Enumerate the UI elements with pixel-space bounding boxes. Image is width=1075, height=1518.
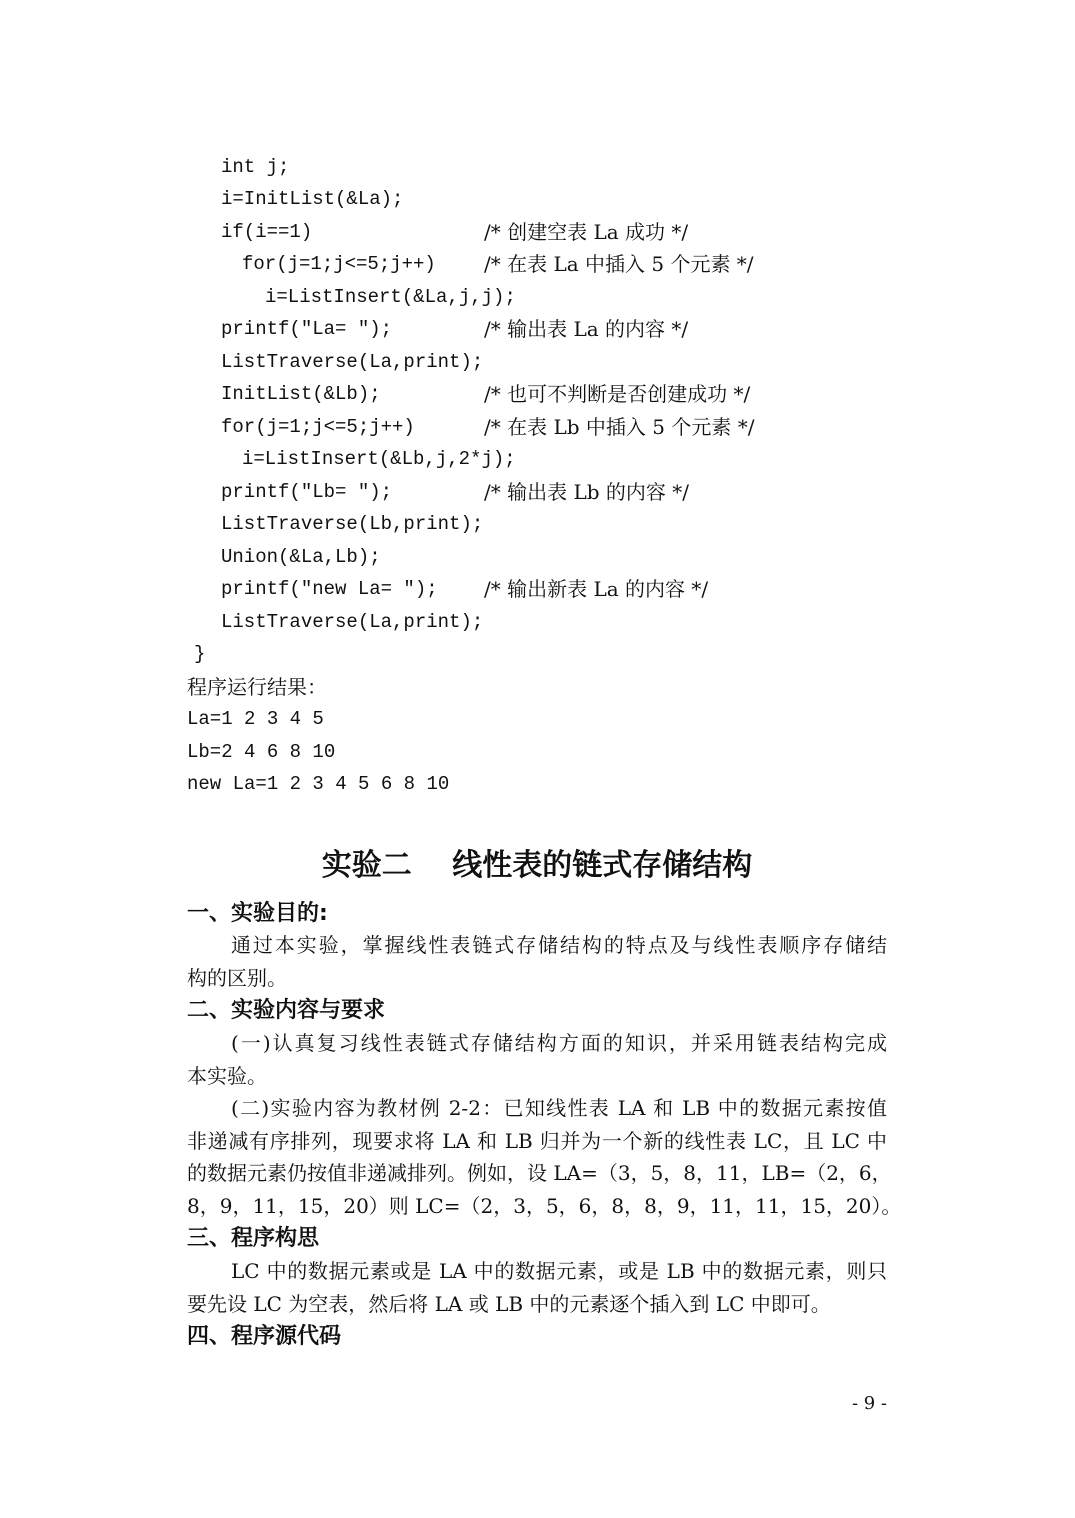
code-line: int j; bbox=[221, 156, 290, 178]
code-comment: /* 输出表 La 的内容 */ bbox=[484, 317, 689, 341]
code-line: ListTraverse(La,print); bbox=[221, 351, 484, 373]
code-line: if(i==1) bbox=[221, 221, 313, 243]
code-line: i=ListInsert(&Lb,j,2*j); bbox=[242, 448, 516, 470]
section-heading: 四、程序源代码 bbox=[187, 1324, 342, 1349]
code-line: printf("La= "); bbox=[221, 318, 393, 340]
paragraph-line: (一)认真复习线性表链式存储结构方面的知识，并采用链表结构完成 bbox=[231, 1031, 887, 1055]
code-line: for(j=1;j<=5;j++) bbox=[221, 416, 415, 438]
code-comment: /* 输出新表 La 的内容 */ bbox=[484, 577, 709, 601]
paragraph-line: 8，9，11，15，20）则 LC=（2，3，5，6，8，8，9，11，11，15，20）。 bbox=[187, 1193, 902, 1218]
section-heading: 二、实验内容与要求 bbox=[187, 998, 386, 1023]
code-comment: /* 也可不判断是否创建成功 */ bbox=[484, 382, 751, 406]
paragraph bbox=[187, 1255, 887, 1320]
result-line: La=1 2 3 4 5 bbox=[187, 708, 324, 730]
section-heading: 一、实验目的: bbox=[187, 901, 328, 926]
code-line: ListTraverse(La,print); bbox=[221, 611, 484, 633]
code-line: printf("Lb= "); bbox=[221, 481, 393, 503]
code-line: for(j=1;j<=5;j++) bbox=[242, 253, 436, 275]
result-line: new La=1 2 3 4 5 6 8 10 bbox=[187, 773, 450, 795]
result-label: 程序运行结果： bbox=[187, 675, 327, 699]
page-number: - 9 - bbox=[851, 1393, 887, 1414]
result-line: Lb=2 4 6 8 10 bbox=[187, 741, 336, 763]
code-line: Union(&La,Lb); bbox=[221, 546, 381, 568]
section-heading: 三、程序构思 bbox=[187, 1226, 320, 1251]
paragraph-line: 构的区别。 bbox=[187, 965, 287, 990]
code-line: printf("new La= "); bbox=[221, 578, 438, 600]
chapter-title: 实验二 线性表的链式存储结构 bbox=[321, 848, 753, 883]
paragraph bbox=[187, 1092, 902, 1222]
paragraph-line: 的数据元素仍按值非递减排列。例如，设 LA=（3，5，8，11，LB=（2，6， bbox=[187, 1161, 892, 1185]
code-comment: /* 输出表 Lb 的内容 */ bbox=[484, 480, 689, 504]
code-comment: /* 创建空表 La 成功 */ bbox=[484, 220, 689, 244]
paragraph-line: 要先设 LC 为空表，然后将 LA 或 LB 中的元素逐个插入到 LC 中即可。 bbox=[187, 1291, 831, 1316]
paragraph bbox=[187, 1027, 887, 1092]
code-comment: /* 在表 La 中插入 5 个元素 */ bbox=[484, 252, 754, 276]
paragraph-line: LC 中的数据元素或是 LA 中的数据元素，或是 LB 中的数据元素，则只 bbox=[231, 1259, 887, 1283]
paragraph-line: (二)实验内容为教材例 2-2：已知线性表 LA 和 LB 中的数据元素按值 bbox=[231, 1096, 887, 1120]
code-line: i=ListInsert(&La,j,j); bbox=[265, 286, 516, 308]
paragraph-line: 通过本实验，掌握线性表链式存储结构的特点及与线性表顺序存储结 bbox=[231, 933, 887, 957]
code-line: InitList(&Lb); bbox=[221, 383, 381, 405]
code-line: } bbox=[194, 643, 206, 665]
code-comment: /* 在表 Lb 中插入 5 个元素 */ bbox=[484, 415, 755, 439]
paragraph-line: 本实验。 bbox=[187, 1063, 267, 1088]
code-line: i=InitList(&La); bbox=[221, 188, 404, 210]
paragraph bbox=[187, 929, 887, 994]
code-line: ListTraverse(Lb,print); bbox=[221, 513, 484, 535]
paragraph-line: 非递减有序排列，现要求将 LA 和 LB 归并为一个新的线性表 LC，且 LC 中 bbox=[187, 1128, 887, 1153]
